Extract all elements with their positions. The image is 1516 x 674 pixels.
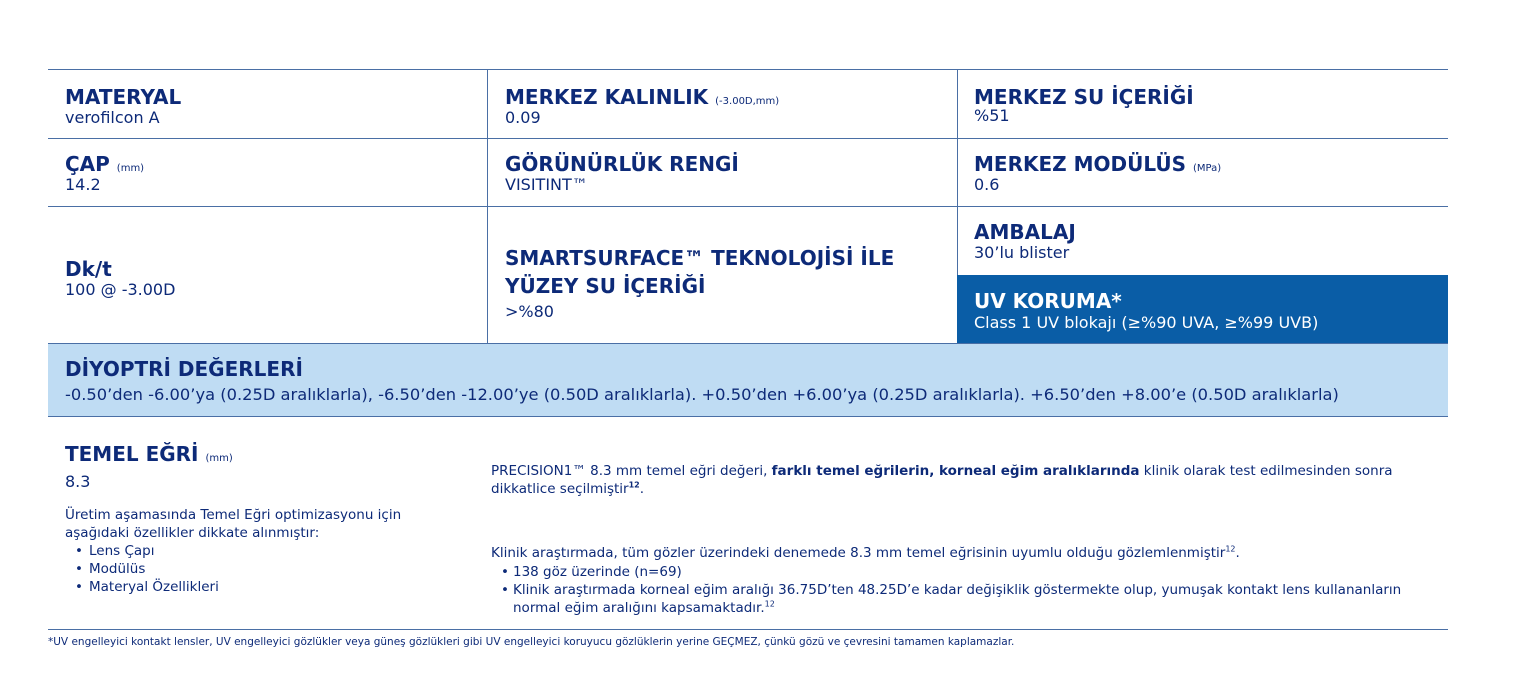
merkez-kalinlik-unit: (-3.00D,mm) xyxy=(715,96,780,107)
top-divider xyxy=(48,69,1448,70)
list-item: • Lens Çapı xyxy=(65,542,401,560)
gorunurluk-cell xyxy=(505,152,739,194)
base-curve-section xyxy=(65,442,401,596)
uv-protection-box xyxy=(957,275,1448,343)
base-curve-list xyxy=(65,542,401,596)
merkez-kalinlik-title: MERKEZ KALINLIK (-3.00D,mm) xyxy=(505,85,780,109)
materyal-value: verofilcon A xyxy=(65,108,160,127)
diopter-band xyxy=(48,344,1448,416)
uv-value: Class 1 UV blokajı (≥%90 UVA, ≥%99 UVB) xyxy=(974,313,1319,332)
merkez-modulus-value: 0.6 xyxy=(974,175,1000,194)
smartsurface-value: >%80 xyxy=(505,302,554,321)
row1-divider xyxy=(48,138,1448,139)
clinical-intro: Klinik araştırmada, tüm gözler üzerindeki denemede 8.3 mm temel eğrisinin uyumlu olduğu gözlemlenmiştir$^{12}$. xyxy=(491,544,1240,561)
smartsurface-title-line1: SMARTSURFACE™ TEKNOLOJİSİ İLE xyxy=(505,246,895,270)
merkez-kalinlik-value: 0.09 xyxy=(505,108,541,127)
cap-value: 14.2 xyxy=(65,175,101,194)
cap-title: ÇAP (mm) xyxy=(65,152,145,176)
clinical-paragraph xyxy=(491,544,1401,617)
merkez-su-value: %51 xyxy=(974,106,1010,125)
base-curve-unit: (mm) xyxy=(205,453,233,464)
cap-cell xyxy=(65,152,144,194)
base-curve-desc-line1: Üretim aşamasında Temel Eğri optimizasyonu için xyxy=(65,507,402,523)
ambalaj-value: 30’lu blister xyxy=(974,243,1070,262)
footnote: *UV engelleyici kontakt lensler, UV engelleyici gözlükler veya güneş gözlükleri gibi UV engelleyici koruyucu gözlüklerin yerine GEÇMEZ, çünkü gözü ve çevresini tamamen kaplamazlar. xyxy=(48,636,1015,648)
precision-bold-text: farklı temel eğrilerin, korneal eğim aralıklarında xyxy=(771,463,1140,479)
dkt-value: 100 @ -3.00D xyxy=(65,280,176,299)
base-curve-title: TEMEL EĞRİ (mm) xyxy=(65,442,233,466)
clinical-list xyxy=(491,563,1401,617)
dkt-cell xyxy=(65,257,175,299)
precision-line1: PRECISION1™ 8.3 mm temel eğri değeri, farklı temel eğrilerin, korneal eğim aralıklarında klinik olarak test edilmesinden sonra xyxy=(491,463,1393,479)
smartsurface-cell xyxy=(505,244,894,321)
list-item: • Modülüs xyxy=(65,560,401,578)
merkez-su-cell xyxy=(974,85,1194,125)
gorunurluk-value: VISITINT™ xyxy=(505,175,588,194)
cap-unit: (mm) xyxy=(116,163,145,174)
merkez-su-title: MERKEZ SU İÇERİĞİ xyxy=(974,85,1194,109)
merkez-modulus-unit: (MPa) xyxy=(1192,163,1222,174)
dkt-title: Dk/t xyxy=(65,257,112,281)
column-divider-1 xyxy=(487,69,488,343)
smartsurface-title-line2: YÜZEY SU İÇERİĞİ xyxy=(505,274,706,298)
precision-paragraph xyxy=(491,462,1393,498)
diopter-values: -0.50’den -6.00’ya (0.25D aralıklarla), -6.50’den -12.00’ye (0.50D aralıklarla). +0.50’den +6.00’ya (0.25D aralıklarla). +6.50’den +8.00’e (0.50D aralıklarla) xyxy=(65,385,1339,404)
ambalaj-cell xyxy=(974,220,1076,262)
diopter-title: DİYOPTRİ DEĞERLERİ xyxy=(65,357,303,381)
base-curve-desc-line2: aşağıdaki özellikler dikkate alınmıştır: xyxy=(65,525,320,541)
base-curve-value: 8.3 xyxy=(65,472,91,491)
uv-title: UV KORUMA* xyxy=(974,289,1122,313)
ambalaj-title: AMBALAJ xyxy=(974,220,1076,244)
merkez-modulus-cell xyxy=(974,152,1221,194)
list-item: • Klinik araştırmada korneal eğim aralığı 36.75D’ten 48.25D’e kadar değişiklik göstermekte olup, yumuşak kontakt lens kullananların normal eğim aralığını kapsamaktadır.$^{12}$ xyxy=(491,581,1401,617)
gorunurluk-title: GÖRÜNÜRLÜK RENGİ xyxy=(505,152,739,176)
merkez-modulus-title: MERKEZ MODÜLÜS (MPa) xyxy=(974,152,1222,176)
materyal-cell xyxy=(65,85,181,127)
footnote-divider xyxy=(48,629,1448,630)
materyal-title: MATERYAL xyxy=(65,85,182,109)
row2-divider xyxy=(48,206,1448,207)
precision-line2: dikkatlice seçilmiştir$^{12}$. xyxy=(491,480,645,497)
merkez-kalinlik-cell xyxy=(505,85,779,127)
list-item: • 138 göz üzerinde (n=69) xyxy=(491,563,1401,581)
list-item: • Materyal Özellikleri xyxy=(65,578,401,596)
diopter-bottom-divider xyxy=(48,416,1448,417)
